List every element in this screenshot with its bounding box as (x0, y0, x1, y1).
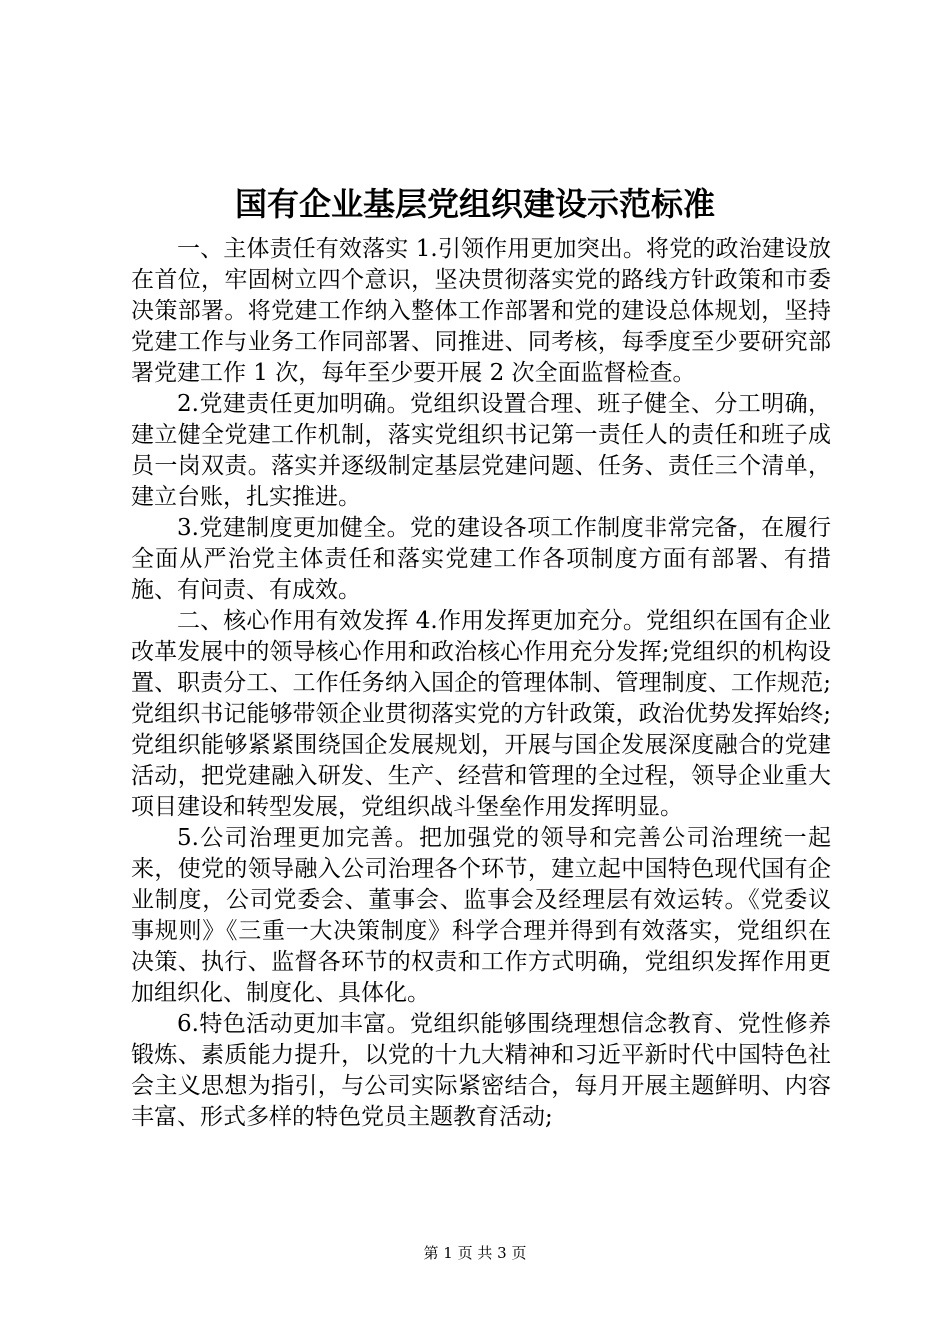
paragraph-4: 二、核心作用有效发挥 4.作用发挥更加充分。党组织在国有企业改革发展中的领导核心作用和政治核心作用充分发挥;党组织的机构设置、职责分工、工作任务纳入国企的管理体制、管理制度、工作规范;党组织书记能够带领企业贯彻落实党的方针政策，政治优势发挥始终;党组织能够紧紧围绕国企发展规划，开展与国企发展深度融合的党建活动，把党建融入研发、生产、经营和管理的全过程，领导企业重大项目建设和转型发展，党组织战斗堡垒作用发挥明显。 (131, 608, 831, 820)
page-number-footer: 第 1 页 共 3 页 (423, 1244, 527, 1262)
document-body (131, 234, 831, 1133)
paragraph-1: 一、主体责任有效落实 1.引领作用更加突出。将党的政治建设放在首位，牢固树立四个意识，坚决贯彻落实党的路线方针政策和市委决策部署。将党建工作纳入整体工作部署和党的建设总体规划，坚持党建工作与业务工作同部署、同推进、同考核，每季度至少要研究部署党建工作 1 次，每年至少要开展 2 次全面监督检查。 (131, 236, 831, 386)
paragraph-2: 2.党建责任更加明确。党组织设置合理、班子健全、分工明确，建立健全党建工作机制，落实党组织书记第一责任人的责任和班子成员一岗双责。落实并逐级制定基层党建问题、任务、责任三个清单，建立台账，扎实推进。 (131, 391, 831, 510)
paragraph-5: 5.公司治理更加完善。把加强党的领导和完善公司治理统一起来，使党的领导融入公司治理各个环节，建立起中国特色现代国有企业制度，公司党委会、董事会、监事会及经理层有效运转。《党委议事规则》《三重一大决策制度》科学合理并得到有效落实，党组织在决策、执行、监督各环节的权责和工作方式明确，党组织发挥作用更加组织化、制度化、具体化。 (131, 825, 831, 1006)
paragraph-3: 3.党建制度更加健全。党的建设各项工作制度非常完备，在履行全面从严治党主体责任和落实党建工作各项制度方面有部署、有措施、有问责、有成效。 (131, 515, 831, 603)
document-title: 国有企业基层党组织建设示范标准 (234, 185, 715, 223)
paragraph-6: 6.特色活动更加丰富。党组织能够围绕理想信念教育、党性修养锻炼、素质能力提升，以党的十九大精神和习近平新时代中国特色社会主义思想为指引，与公司实际紧密结合，每月开展主题鲜明、内容丰富、形式多样的特色党员主题教育活动; (131, 1011, 831, 1130)
